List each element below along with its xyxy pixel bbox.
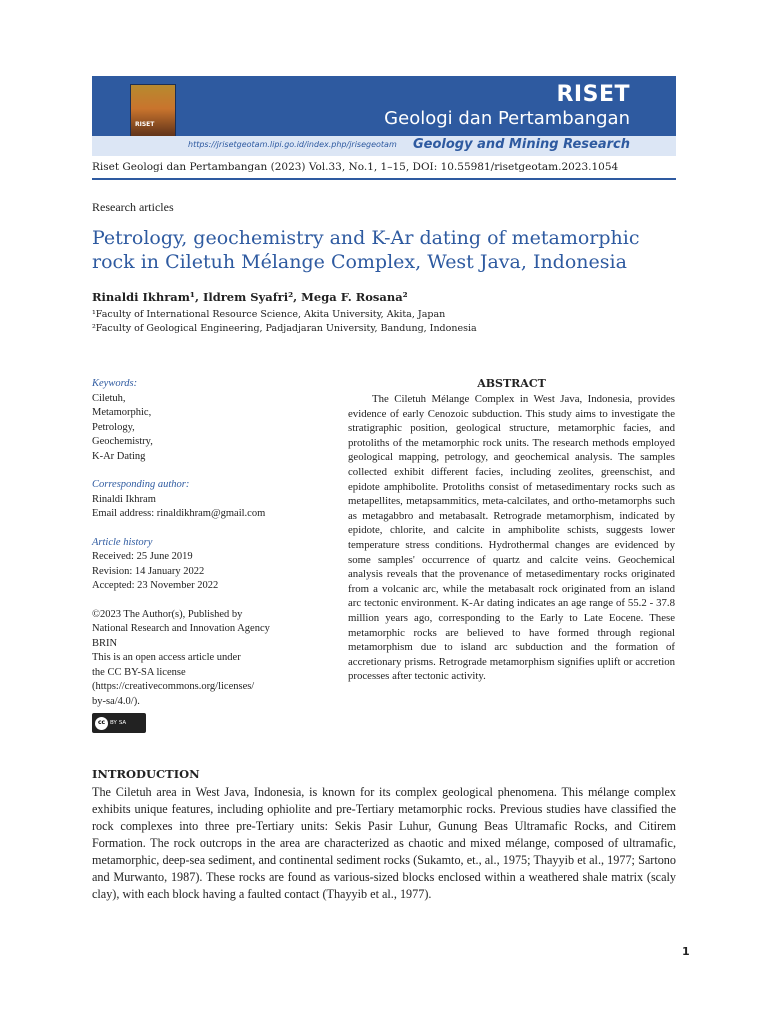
corresponding-name: Rinaldi Ikhram bbox=[92, 493, 156, 505]
copyright-line: ©2023 The Author(s), Published by bbox=[92, 608, 243, 620]
corresponding-email[interactable]: Email address: rinaldikhram@gmail.com bbox=[92, 508, 266, 519]
by-label: BY bbox=[110, 719, 117, 726]
author-list: Rinaldi Ikhram¹, Ildrem Syafri², Mega F. Rosana² bbox=[92, 290, 408, 304]
keywords-heading: Keywords: bbox=[92, 378, 138, 389]
keyword: Ciletuh, bbox=[92, 392, 126, 404]
sa-label: SA bbox=[118, 719, 127, 726]
abstract-text: The Ciletuh Mélange Complex in West Java, Indonesia, provides evidence of early Cenozoic subduction. This study aims to investigate the stratigraphic position, geological structure, metamorphic facies, and protoliths of the metamorphic rock units. The research methods employed geological mapping, petrology, and geochemical analysis. The samples collected exhibit different facies, including zeolites, greenschist, and epidote amphibolite. Protoliths consist of metasedimentary rocks such as metapellites, metapsammitics, meta-calcilates, and ortho-metamorphs such as metagabbro and metabasalt. Retrograde metamorphism, indicated by epidote, chlorite, and calcite in amphibolite schists, suggests lower temperature stress conditions. Hydrothermal changes are evidenced by some samples' occurrence of quartz and calcite veins. Geochemical analysis reveals that the provenance of metasedimentary rocks originated from a volcanic arc, while the metabasalt rock originated from an island arc tectonic environment. K-Ar dating indicates an age range of 55.2 - 37.8 million years ago, corresponding to the Early to Late Eocene. These metamorphic rocks are believed to have formed through regional metamorphism due to island arc subduction and the formation of accretionary prisms. Retrograde metamorphism signifies uplift or accretion processes after tectonic activity. bbox=[348, 393, 675, 683]
history-heading: Article history bbox=[92, 536, 153, 548]
journal-name-english: Geology and Mining Research bbox=[412, 137, 630, 152]
accepted-date: Accepted: 23 November 2022 bbox=[92, 580, 219, 591]
abstract-heading: ABSTRACT bbox=[477, 377, 546, 390]
corresponding-heading: Corresponding author: bbox=[92, 479, 190, 490]
copyright-line: National Research and Innovation Agency bbox=[92, 623, 270, 634]
keyword: K-Ar Dating bbox=[92, 450, 146, 462]
cc-by-sa-badge[interactable] bbox=[92, 713, 146, 733]
cc-icon: cc bbox=[95, 717, 108, 730]
url-bar bbox=[92, 136, 676, 156]
journal-url-link[interactable]: https://jrisetgeotam.lipi.go.id/index.php/jrisegeotam bbox=[188, 140, 397, 149]
article-type: Research articles bbox=[92, 200, 174, 214]
introduction-text: The Ciletuh area in West Java, Indonesia, is known for its complex geological phenomena. This mélange complex exhibits unique features, including ophiolite and pre-Tertiary metamorphic rocks. Previous studies have classified the rock complexes into three pre-Tertiary units: Sekis Pasir Luhur, Gunung Beas Ultramafic Rocks, and Citirem Formation. The rock outcrops in the area are characterized as chaotic and mixed mélange, composed of ultramafic, metamorphic, deep-sea sediment, and continental sediment rocks (Sukamto, et., al., 1975; Thayyib et al., 1977; Sartono and Murwanto, 1987). These rocks are found as various-sized blocks enclosed within a weathered shale matrix (scaly clay), with each block having a faulted contact (Thayyib et al., 1977). bbox=[92, 785, 676, 901]
article-title: Petrology, geochemistry and K-Ar dating of metamorphic rock in Ciletuh Mélange Complex, West Java, Indonesia bbox=[92, 227, 640, 273]
header-divider bbox=[92, 178, 676, 180]
copyright-line: the CC BY-SA license bbox=[92, 666, 186, 678]
citation-line: Riset Geologi dan Pertambangan (2023) Vol.33, No.1, 1–15, DOI: 10.55981/risetgeotam.2023.1054 bbox=[92, 161, 619, 173]
article-history-block bbox=[92, 536, 292, 594]
license-url-link[interactable]: by-sa/4.0/). bbox=[92, 695, 140, 707]
cover-title: RISET bbox=[135, 121, 155, 128]
journal-name: Geologi dan Pertambangan bbox=[384, 108, 630, 129]
journal-banner bbox=[92, 76, 676, 156]
corresponding-author-block bbox=[92, 478, 292, 522]
keywords-block bbox=[92, 377, 292, 464]
introduction-heading: INTRODUCTION bbox=[92, 767, 200, 781]
license-url-link[interactable]: (https://creativecommons.org/licenses/ bbox=[92, 681, 255, 692]
page-number: 1 bbox=[682, 945, 690, 958]
article-info-sidebar bbox=[92, 377, 292, 747]
keyword: Metamorphic, bbox=[92, 407, 152, 418]
affiliation-2: ²Faculty of Geological Engineering, Padjadjaran University, Bandung, Indonesia bbox=[92, 323, 477, 334]
affiliation-1: ¹Faculty of International Resource Science, Akita University, Akita, Japan bbox=[92, 309, 446, 320]
keyword: Petrology, bbox=[92, 421, 135, 433]
copyright-line: BRIN bbox=[92, 637, 118, 649]
revision-date: Revision: 14 January 2022 bbox=[92, 565, 205, 577]
copyright-line: This is an open access article under bbox=[92, 652, 241, 663]
journal-brand: RISET bbox=[556, 82, 630, 107]
keyword: Geochemistry, bbox=[92, 436, 153, 447]
copyright-block bbox=[92, 608, 292, 734]
received-date: Received: 25 June 2019 bbox=[92, 551, 193, 562]
